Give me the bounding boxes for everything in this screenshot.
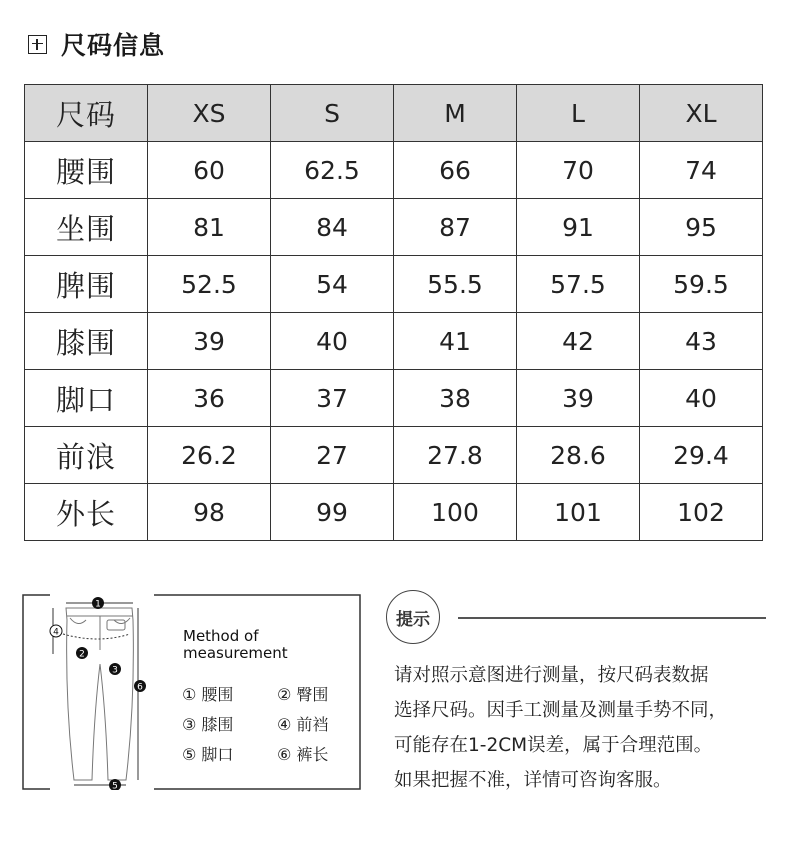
row-label: 膝围: [25, 313, 148, 370]
tip-line: 如果把握不准，详情可咨询客服。: [394, 770, 672, 791]
table-cell: 66: [394, 142, 517, 199]
legend-item: ② 臀围: [277, 685, 329, 704]
table-cell: 28.6: [517, 427, 640, 484]
table-row: [25, 313, 763, 370]
measurement-legend: [182, 682, 352, 765]
row-label: 腰围: [25, 142, 148, 199]
table-cell: 41: [394, 313, 517, 370]
table-row: [25, 142, 763, 199]
table-row: [25, 199, 763, 256]
table-cell: 27: [271, 427, 394, 484]
section-header: [28, 26, 165, 62]
table-cell: 74: [640, 142, 763, 199]
table-row: [25, 256, 763, 313]
legend-item: ③ 膝围: [182, 715, 234, 734]
svg-text:4: 4: [53, 627, 59, 638]
table-cell: 57.5: [517, 256, 640, 313]
size-header: XL: [640, 85, 763, 142]
table-cell: 101: [517, 484, 640, 541]
table-cell: 91: [517, 199, 640, 256]
tip-line: 选择尺码。因手工测量及测量手势不同，: [394, 700, 728, 721]
table-cell: 100: [394, 484, 517, 541]
marker-3: [109, 663, 121, 676]
row-label: 脚口: [25, 370, 148, 427]
tip-text: [394, 658, 784, 798]
size-table: [24, 84, 763, 541]
table-cell: 70: [517, 142, 640, 199]
table-cell: 39: [148, 313, 271, 370]
table-row: [25, 484, 763, 541]
table-cell: 27.8: [394, 427, 517, 484]
table-cell: 95: [640, 199, 763, 256]
table-header-row: [25, 85, 763, 142]
tip-badge: 提示: [386, 590, 440, 644]
table-cell: 60: [148, 142, 271, 199]
size-header: M: [394, 85, 517, 142]
table-cell: 52.5: [148, 256, 271, 313]
table-cell: 40: [271, 313, 394, 370]
table-cell: 54: [271, 256, 394, 313]
table-cell: 26.2: [148, 427, 271, 484]
tip-line: 可能存在1-2CM误差，属于合理范围。: [394, 735, 713, 756]
table-cell: 42: [517, 313, 640, 370]
tip-line: 请对照示意图进行测量，按尺码表数据: [394, 665, 709, 686]
table-cell: 40: [640, 370, 763, 427]
method-title: Method of measurement: [183, 627, 288, 662]
table-cell: 38: [394, 370, 517, 427]
legend-item: ⑤ 脚口: [182, 745, 234, 764]
marker-5: [109, 779, 121, 790]
row-label: 坐围: [25, 199, 148, 256]
table-row: [25, 427, 763, 484]
table-cell: 43: [640, 313, 763, 370]
plus-box-icon: [28, 35, 47, 54]
table-cell: 36: [148, 370, 271, 427]
svg-text:3: 3: [112, 665, 118, 676]
size-header: XS: [148, 85, 271, 142]
row-label: 脾围: [25, 256, 148, 313]
svg-text:6: 6: [137, 682, 143, 693]
table-cell: 29.4: [640, 427, 763, 484]
pants-outline-icon: [66, 608, 133, 780]
table-cell: 84: [271, 199, 394, 256]
marker-6: [134, 680, 146, 693]
svg-text:1: 1: [95, 599, 101, 610]
section-title: 尺码信息: [61, 31, 166, 60]
svg-text:2: 2: [79, 649, 85, 660]
table-cell: 87: [394, 199, 517, 256]
table-cell: 102: [640, 484, 763, 541]
legend-item: ④ 前裆: [277, 715, 329, 734]
row-label: 外长: [25, 484, 148, 541]
tip-divider: [458, 617, 766, 619]
table-cell: 81: [148, 199, 271, 256]
table-corner-label: 尺码: [25, 85, 148, 142]
table-cell: 37: [271, 370, 394, 427]
table-cell: 59.5: [640, 256, 763, 313]
legend-item: ⑥ 裤长: [277, 745, 329, 764]
size-header: S: [271, 85, 394, 142]
table-cell: 55.5: [394, 256, 517, 313]
table-cell: 62.5: [271, 142, 394, 199]
marker-2: [76, 647, 88, 660]
svg-text:5: 5: [112, 781, 118, 790]
table-cell: 39: [517, 370, 640, 427]
table-cell: 99: [271, 484, 394, 541]
legend-item: ① 腰围: [182, 685, 234, 704]
table-row: [25, 370, 763, 427]
table-cell: 98: [148, 484, 271, 541]
row-label: 前浪: [25, 427, 148, 484]
size-header: L: [517, 85, 640, 142]
marker-4: [50, 625, 62, 638]
